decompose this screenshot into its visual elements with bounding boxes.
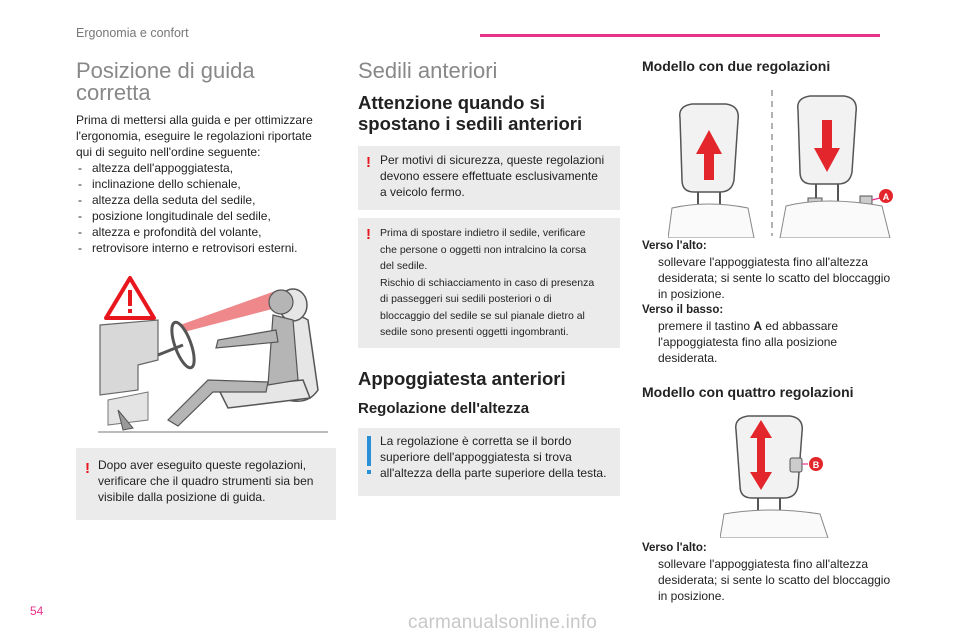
intro-line: qui di seguito nell'ordine seguente: — [76, 145, 261, 159]
heading-height-adjustment: Regolazione dell'altezza — [358, 400, 530, 417]
step-lower — [642, 318, 912, 366]
step-text: ed abbassare — [762, 319, 839, 333]
step-line: in posizione. — [658, 589, 725, 603]
heading-two-adjustments: Modello con due regolazioni — [642, 58, 831, 74]
note-line: all'altezza della parte superiore della testa. — [380, 466, 607, 480]
note-line: verificare che il quadro strumenti sia ben — [98, 474, 314, 488]
adjustment-list — [76, 160, 336, 256]
up-label: Verso l'alto: — [642, 240, 707, 252]
note-line: devono essere effettuate esclusivamente — [380, 169, 598, 183]
step-line: sollevare l'appoggiatesta fino all'altezza — [658, 557, 869, 571]
headrest-two-adjustments-illustration — [668, 88, 908, 238]
note-line: La regolazione è corretta se il bordo — [380, 434, 572, 448]
callout-a-label: A — [882, 192, 890, 202]
step-text: premere il tastino — [658, 319, 754, 333]
exclamation-icon: ! — [366, 226, 371, 243]
note-line: di passeggeri sui sedili posteriori o di — [380, 293, 552, 305]
page-number: 54 — [30, 604, 44, 618]
list-item: - retrovisore interno e retrovisori esterni. — [76, 240, 336, 256]
list-item: - inclinazione dello schienale, — [76, 176, 336, 192]
list-item: - posizione longitudinale del sedile, — [76, 208, 336, 224]
step-line: sollevare l'appoggiatesta fino all'altezza — [658, 255, 869, 269]
warning-triangle-icon — [106, 278, 154, 318]
header-accent-bar — [480, 34, 880, 37]
note-line: Rischio di schiacciamento in caso di presenza — [380, 276, 595, 289]
list-item: - altezza della seduta del sedile, — [76, 192, 336, 208]
title-line: Posizione di guida — [76, 58, 255, 83]
step-line: desiderata. — [658, 351, 718, 365]
down-label: Verso il basso: — [642, 304, 724, 316]
step-raise — [642, 254, 912, 302]
button-a-ref: A — [753, 319, 763, 333]
exclamation-icon: ! — [366, 154, 371, 171]
section-header: Ergonomia e confort — [76, 26, 189, 40]
note-line: bloccaggio del sedile se sul pianale dietro al — [380, 309, 585, 322]
list-item: - altezza dell'appoggiatesta, — [76, 160, 336, 176]
note-line: sedile sono presenti oggetti ingombranti. — [380, 326, 569, 338]
step-line — [658, 318, 912, 334]
subtitle-seat-caution — [358, 92, 582, 134]
subtitle-line: spostano i sedili anteriori — [358, 113, 583, 134]
note-line: del sedile. — [380, 260, 428, 272]
headrest-four-adjustments-illustration — [720, 412, 840, 538]
note-line: a veicolo fermo. — [380, 185, 465, 199]
heading-four-adjustments: Modello con quattro regolazioni — [642, 384, 854, 400]
two-adjustments-instructions — [642, 238, 912, 366]
up-label: Verso l'alto: — [642, 542, 707, 554]
note-line: superiore dell'appoggiatesta si trova — [380, 450, 572, 464]
title-front-seats: Sedili anteriori — [358, 58, 498, 83]
note-line: visibile dalla posizione di guida. — [98, 490, 266, 504]
step-line: l'appoggiatesta fino alla posizione — [658, 335, 838, 349]
intro-line: l'ergonomia, eseguire le regolazioni riportate — [76, 129, 312, 143]
note-line: che persone o oggetti non intralcino la corsa — [380, 243, 587, 256]
exclamation-icon: ! — [85, 460, 90, 477]
step-line: desiderata; si sente lo scatto del bloccaggio — [658, 271, 891, 285]
note-box-safety — [358, 146, 620, 210]
info-icon-dot — [367, 470, 371, 474]
step-raise — [642, 556, 912, 604]
note-box-visibility — [76, 448, 336, 520]
info-icon — [367, 436, 371, 466]
step-line: in posizione. — [658, 287, 725, 301]
subtitle-line: Attenzione quando si — [358, 92, 546, 113]
title-driving-position — [76, 60, 255, 104]
callout-b-label: B — [812, 460, 820, 470]
title-line: corretta — [76, 80, 151, 105]
intro-text — [76, 112, 336, 256]
watermark: carmanualsonline.info — [408, 612, 598, 633]
step-line: desiderata; si sente lo scatto del bloccaggio — [658, 573, 891, 587]
note-line: Per motivi di sicurezza, queste regolazioni — [380, 153, 605, 167]
note-line: Dopo aver eseguito queste regolazioni, — [98, 458, 307, 472]
intro-line: Prima di mettersi alla guida e per ottimizzare — [76, 113, 313, 127]
note-line: Prima di spostare indietro il sedile, verificare — [380, 227, 586, 239]
info-box-headrest-height — [358, 428, 620, 496]
driving-position-illustration — [88, 270, 338, 440]
list-item: - altezza e profondità del volante, — [76, 224, 336, 240]
four-adjustments-instructions — [642, 540, 912, 604]
heading-headrests: Appoggiatesta anteriori — [358, 368, 566, 389]
note-box-crush-risk — [358, 218, 620, 348]
